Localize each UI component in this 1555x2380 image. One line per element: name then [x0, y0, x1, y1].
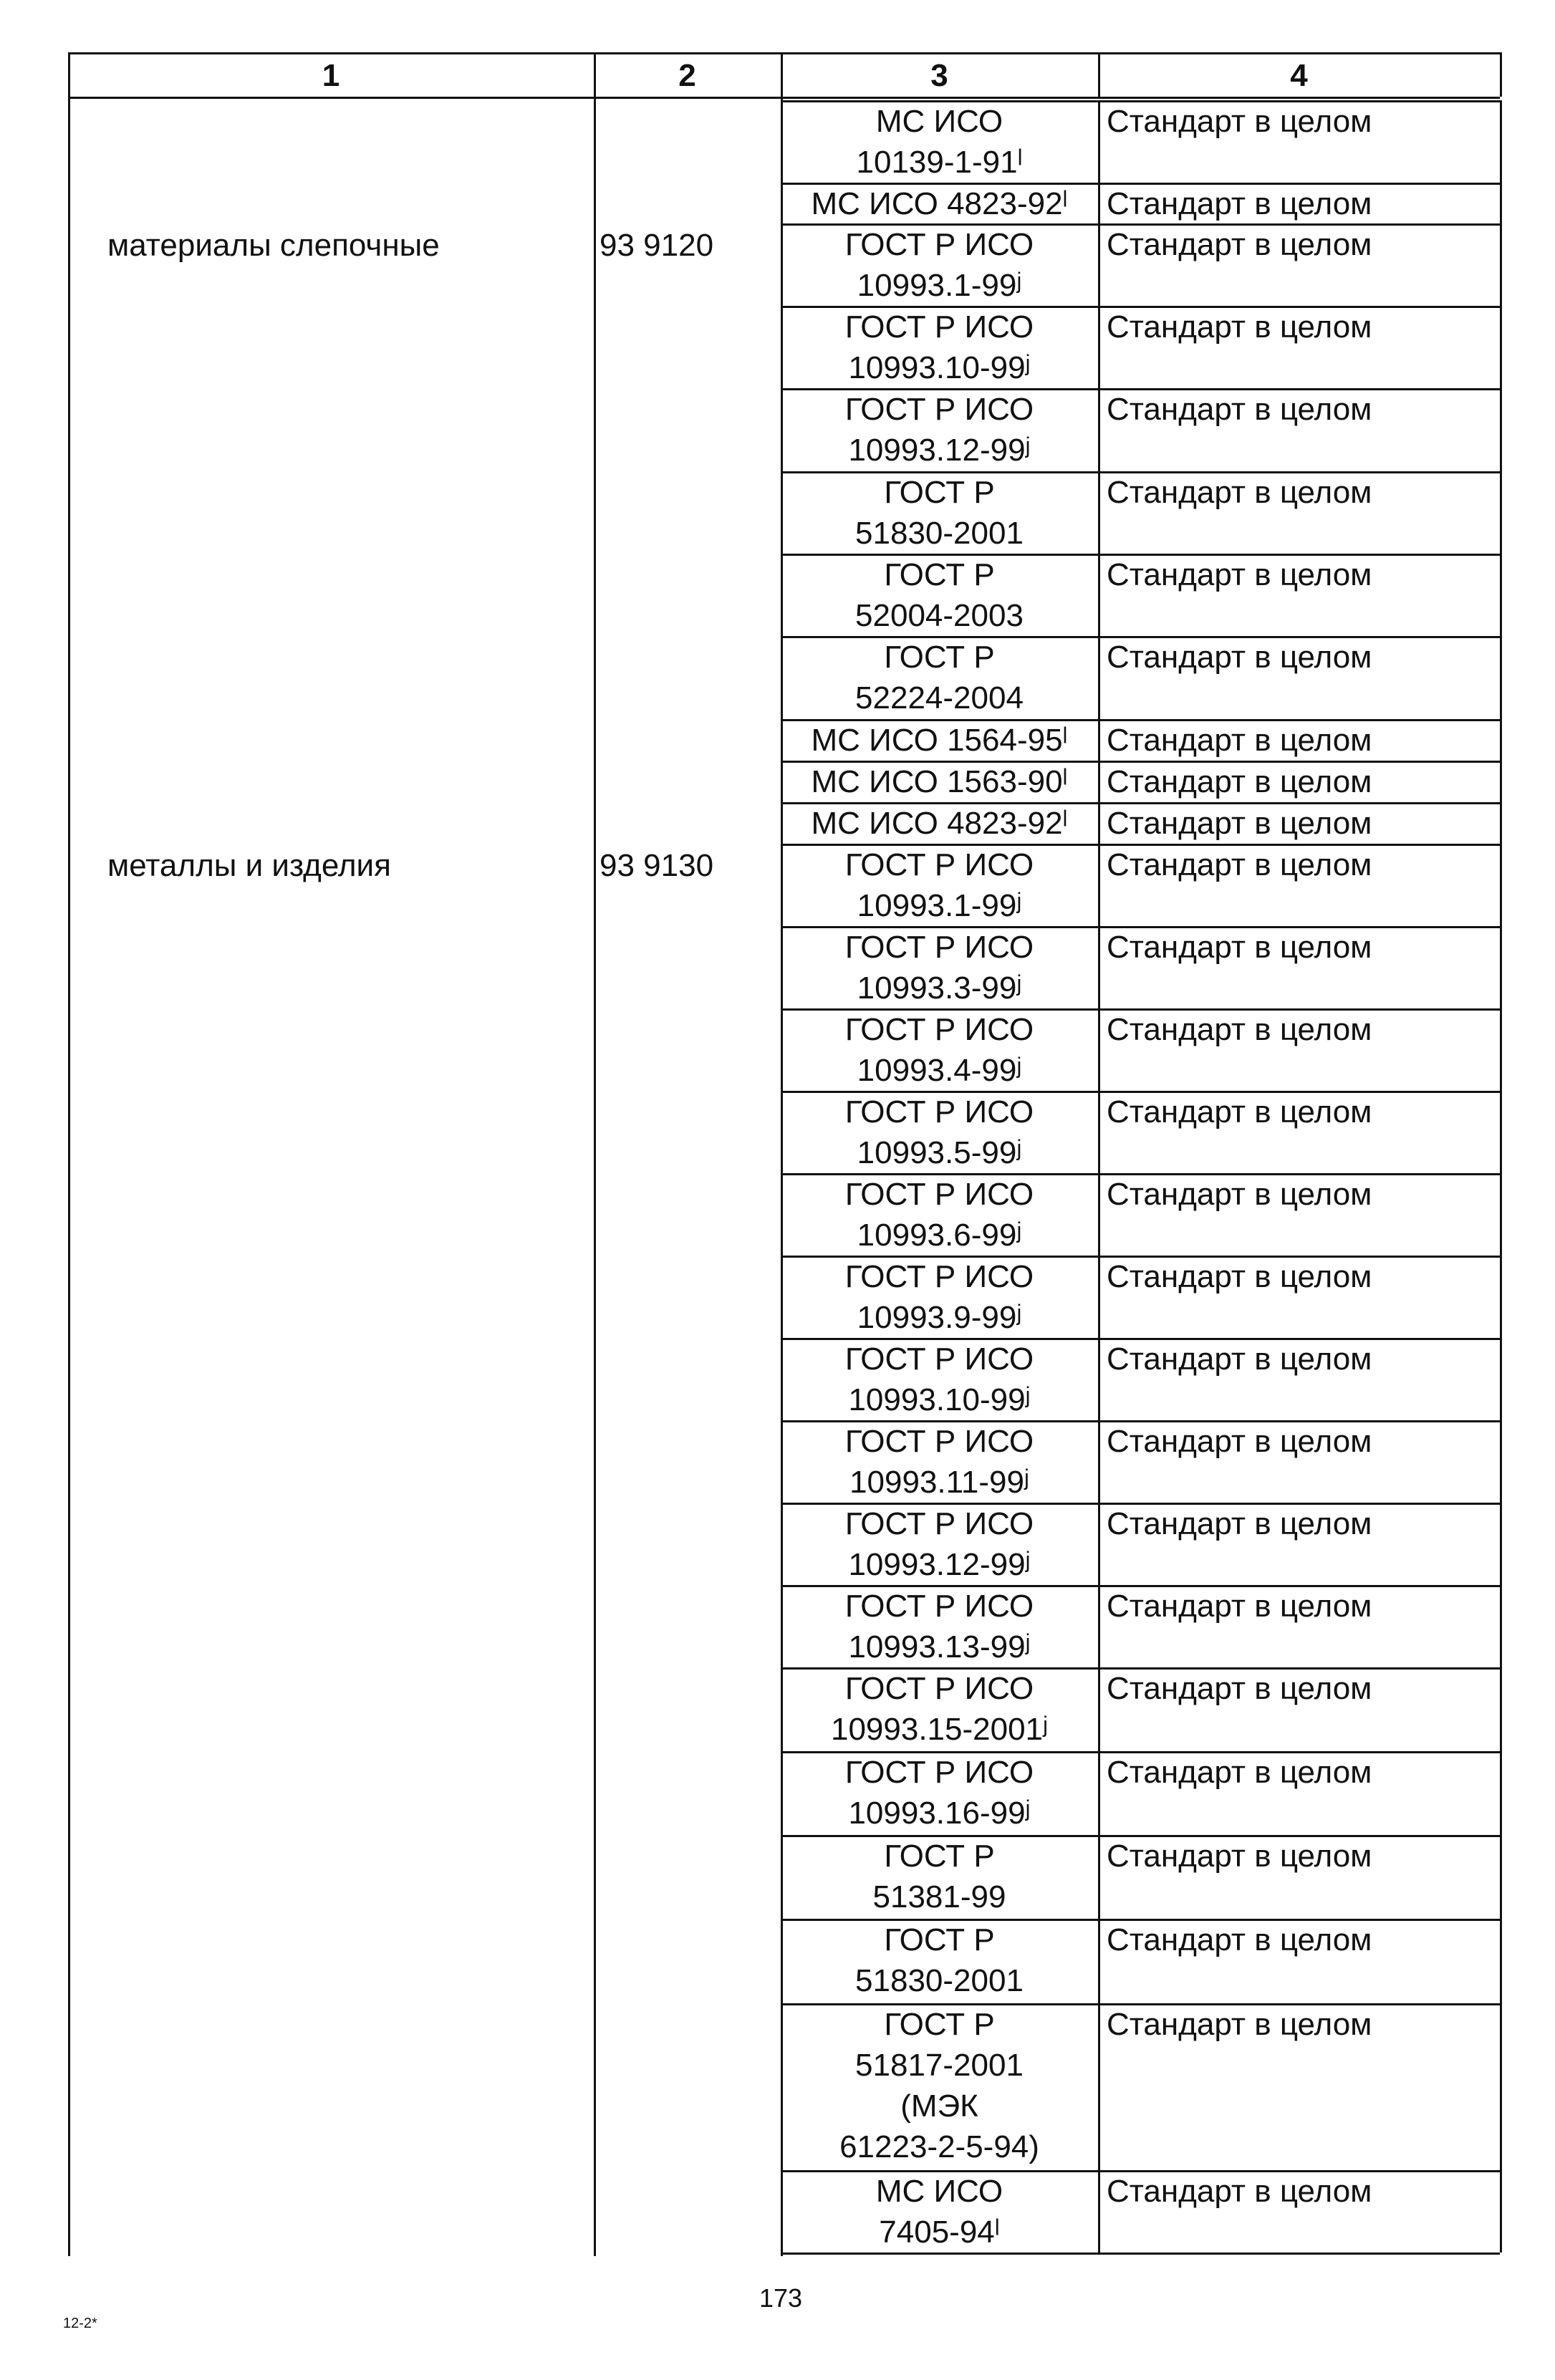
column-1-right-rule	[594, 97, 596, 2256]
printer-signature: 12-2*	[63, 2316, 97, 2331]
standard-designation: ГОСТ Р ИСО	[844, 1341, 1034, 1377]
standard-designation: ГОСТ Р ИСО	[844, 309, 1034, 345]
standard-designation: 51830-2001	[855, 516, 1024, 551]
standard-designation: ГОСТ Р ИСО	[844, 1177, 1034, 1212]
group-code: 93 9120	[600, 228, 714, 263]
standard-designation: 10993.9-99ʲ	[857, 1300, 1022, 1335]
standard-designation: МС ИСО 4823-92ˡ	[811, 806, 1068, 841]
standard-designation: 10993.10-99ʲ	[848, 350, 1031, 385]
standard-designation: ГОСТ Р ИСО	[844, 227, 1034, 262]
standard-designation: ГОСТ Р ИСО	[844, 1671, 1034, 1706]
standard-designation: 51381-99	[872, 1879, 1006, 1914]
application-scope: Стандарт в целом	[1107, 930, 1372, 965]
standard-designation: 52224-2004	[855, 680, 1024, 716]
standard-designation: 10993.12-99ʲ	[848, 433, 1031, 468]
standard-designation: 10993.11-99ʲ	[849, 1465, 1029, 1500]
application-scope: Стандарт в целом	[1107, 1094, 1372, 1129]
application-scope: Стандарт в целом	[1107, 1922, 1372, 1957]
standard-designation: (МЭК	[900, 2088, 978, 2124]
application-scope: Стандарт в целом	[1107, 1341, 1372, 1377]
application-scope: Стандарт в целом	[1107, 1506, 1372, 1541]
standard-designation: ГОСТ Р ИСО	[844, 930, 1034, 965]
column-header-4: 4	[1290, 58, 1308, 93]
standard-designation: МС ИСО 4823-92ˡ	[811, 186, 1068, 221]
column-3-right-rule	[1098, 100, 1100, 2253]
standard-designation: 61223-2-5-94)	[839, 2129, 1039, 2164]
group-name: металлы и изделия	[107, 848, 391, 883]
standard-designation: 10993.12-99ʲ	[848, 1547, 1031, 1582]
standard-designation: 10993.10-99ʲ	[848, 1382, 1031, 1417]
header-column-rule	[1500, 52, 1502, 97]
application-scope: Стандарт в целом	[1107, 392, 1372, 427]
application-scope: Стандарт в целом	[1107, 186, 1372, 221]
standard-designation: МС ИСО 1564-95ˡ	[811, 723, 1068, 758]
standard-designation: ГОСТ Р	[884, 2007, 995, 2042]
header-bottom-rule	[68, 97, 1500, 99]
application-scope: Стандарт в целом	[1107, 557, 1372, 592]
application-scope: Стандарт в целом	[1107, 104, 1372, 139]
application-scope: Стандарт в целом	[1107, 1424, 1372, 1459]
application-scope: Стандарт в целом	[1107, 847, 1372, 882]
application-scope: Стандарт в целом	[1107, 640, 1372, 675]
standard-designation: ГОСТ Р ИСО	[844, 1259, 1034, 1294]
standard-designation: ГОСТ Р	[884, 1922, 995, 1957]
standard-designation: ГОСТ Р ИСО	[844, 1012, 1034, 1047]
standard-designation: ГОСТ Р	[884, 640, 995, 675]
application-scope: Стандарт в целом	[1107, 723, 1372, 758]
standard-designation: ГОСТ Р ИСО	[844, 1755, 1034, 1790]
standard-designation: ГОСТ Р	[884, 475, 995, 510]
row-rule	[781, 2253, 1500, 2255]
standard-designation: МС ИСО	[875, 104, 1003, 139]
standard-designation: ГОСТ Р	[884, 1839, 995, 1874]
standard-designation: 10993.3-99ʲ	[857, 970, 1022, 1006]
standard-designation: 52004-2003	[855, 598, 1024, 633]
application-scope: Стандарт в целом	[1107, 764, 1372, 799]
standard-designation: ГОСТ Р ИСО	[844, 1094, 1034, 1129]
standard-designation: ГОСТ Р ИСО	[844, 1506, 1034, 1541]
standard-designation: 7405-94ˡ	[879, 2215, 1000, 2250]
column-header-1: 1	[322, 58, 340, 93]
application-scope: Стандарт в целом	[1107, 1589, 1372, 1624]
standard-designation: ГОСТ Р ИСО	[844, 1589, 1034, 1624]
application-scope: Стандарт в целом	[1107, 309, 1372, 345]
application-scope: Стандарт в целом	[1107, 1671, 1372, 1706]
standard-designation: ГОСТ Р ИСО	[844, 392, 1034, 427]
application-scope: Стандарт в целом	[1107, 227, 1372, 262]
standard-designation: МС ИСО 1563-90ˡ	[811, 764, 1068, 799]
group-name: материалы слепочные	[107, 228, 440, 263]
standard-designation: ГОСТ Р ИСО	[844, 847, 1034, 882]
standard-designation: 10993.13-99ʲ	[848, 1629, 1031, 1664]
standard-designation: 51830-2001	[855, 1963, 1024, 1998]
standard-designation: 10993.1-99ʲ	[857, 888, 1022, 923]
standard-designation: ГОСТ Р	[884, 557, 995, 592]
column-header-3: 3	[930, 58, 948, 93]
column-header-2: 2	[678, 58, 696, 93]
group-code: 93 9130	[600, 848, 714, 883]
application-scope: Стандарт в целом	[1107, 2174, 1372, 2209]
standard-designation: 10993.15-2001ʲ	[830, 1712, 1049, 1747]
standard-designation: 10993.1-99ʲ	[857, 268, 1022, 303]
page-number: 173	[759, 2283, 803, 2313]
application-scope: Стандарт в целом	[1107, 1177, 1372, 1212]
standard-designation: 10993.16-99ʲ	[848, 1796, 1031, 1831]
standard-designation: 10993.5-99ʲ	[857, 1135, 1022, 1170]
standard-designation: 10139-1-91ˡ	[856, 145, 1023, 180]
standard-designation: 10993.6-99ʲ	[857, 1218, 1022, 1253]
standard-designation: 51817-2001	[855, 2048, 1024, 2083]
application-scope: Стандарт в целом	[1107, 1755, 1372, 1790]
column-1-left-rule	[68, 97, 70, 2256]
column-4-right-rule	[1500, 100, 1502, 2253]
application-scope: Стандарт в целом	[1107, 1012, 1372, 1047]
standard-designation: 10993.4-99ʲ	[857, 1053, 1022, 1088]
header-top-rule	[68, 52, 1500, 54]
application-scope: Стандарт в целом	[1107, 2007, 1372, 2042]
application-scope: Стандарт в целом	[1107, 806, 1372, 841]
application-scope: Стандарт в целом	[1107, 1259, 1372, 1294]
standard-designation: МС ИСО	[875, 2174, 1003, 2209]
application-scope: Стандарт в целом	[1107, 475, 1372, 510]
application-scope: Стандарт в целом	[1107, 1839, 1372, 1874]
standard-designation: ГОСТ Р ИСО	[844, 1424, 1034, 1459]
